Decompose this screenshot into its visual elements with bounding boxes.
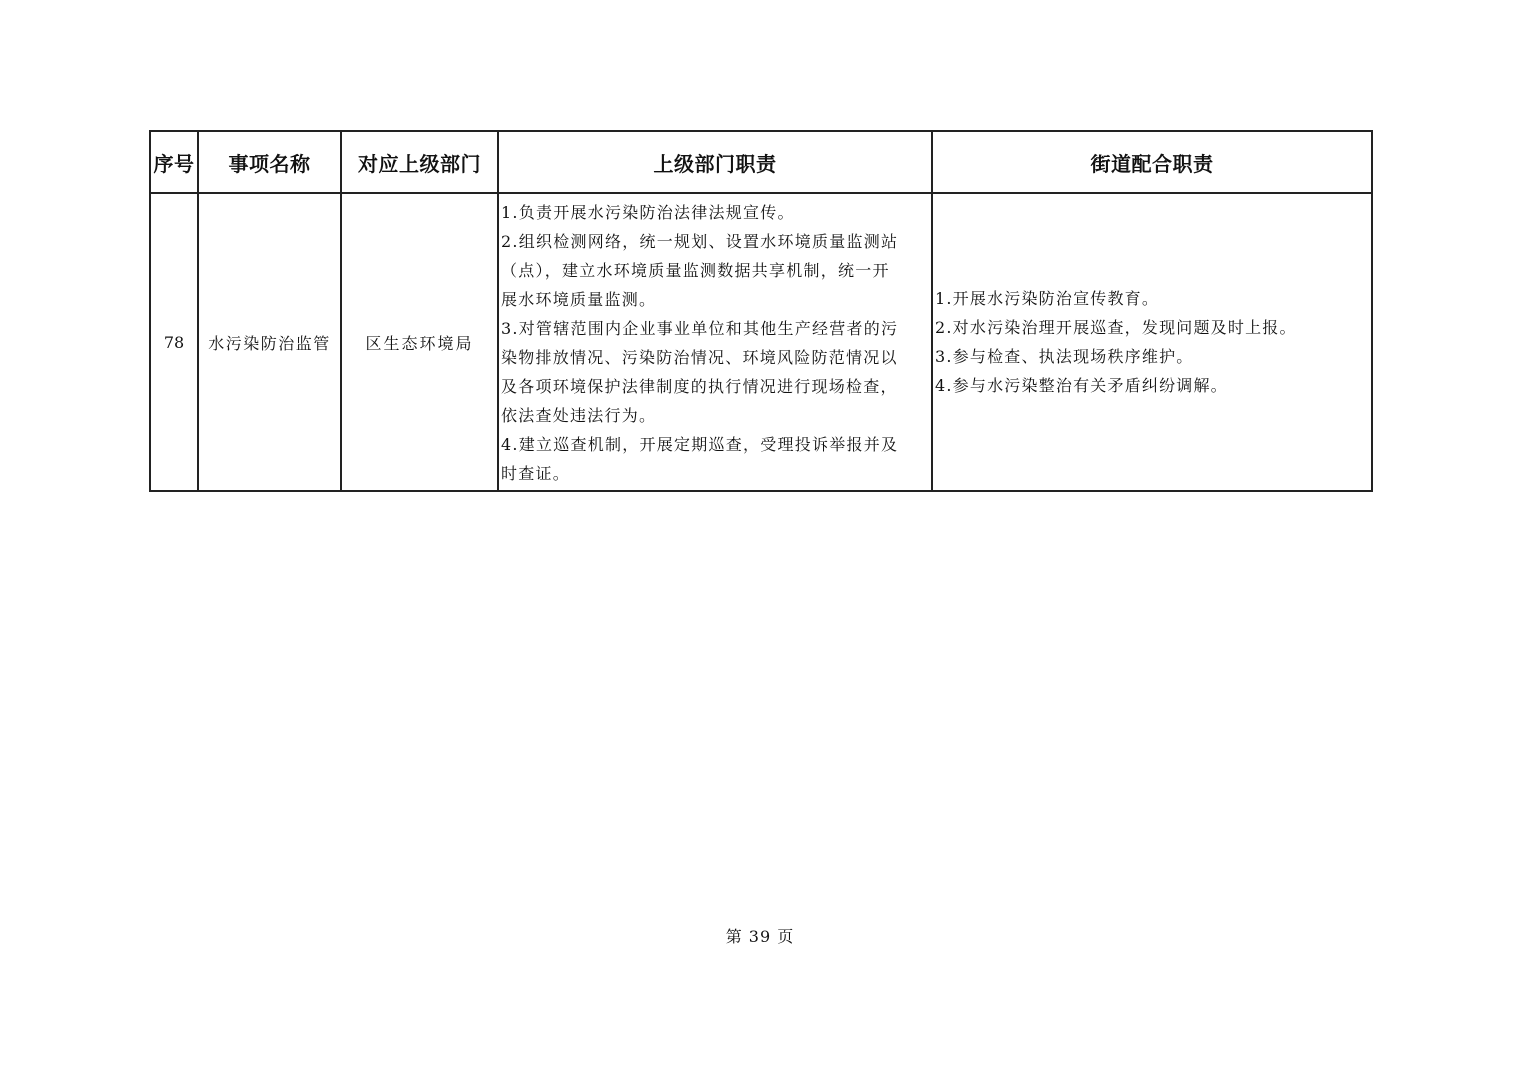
duties-line: 时查证。 [501,464,571,483]
page-number: 第 39 页 [725,927,795,946]
duties-line: 及各项环境保护法律制度的执行情况进行现场检查， [501,377,898,396]
duties-line: 4.建立巡查机制，开展定期巡查，受理投诉举报并及 [501,435,899,454]
assist-line: 1.开展水污染防治宣传教育。 [935,289,1160,308]
assist-line: 4.参与水污染整治有关矛盾纠纷调解。 [935,376,1228,395]
assist-line: 3.参与检查、执法现场秩序维护。 [935,347,1194,366]
assist-line: 2.对水污染治理开展巡查，发现问题及时上报。 [935,318,1297,337]
duties-line: 依法查处违法行为。 [501,406,657,425]
table-header [150,131,1372,193]
header-street-assist-duties: 街道配合职责 [932,131,1372,193]
duties-line: （点），建立水环境质量监测数据共享机制，统一开 [501,261,890,280]
cell-department-duties [498,193,932,491]
duties-line: 展水环境质量监测。 [501,290,657,309]
cell-seq: 78 [150,193,198,491]
duties-line: 染物排放情况、污染防治情况、环境风险防范情况以 [501,348,898,367]
cell-item-name: 水污染防治监管 [198,193,341,491]
table-body [150,193,1372,491]
header-department-duties: 上级部门职责 [498,131,932,193]
duties-line: 2.组织检测网络，统一规划、设置水环境质量监测站 [501,232,899,251]
cell-department: 区生态环境局 [341,193,498,491]
header-seq: 序号 [150,131,198,193]
responsibility-table [149,130,1373,492]
header-department: 对应上级部门 [341,131,498,193]
duties-line: 3.对管辖范围内企业事业单位和其他生产经营者的污 [501,319,899,338]
header-row [150,131,1372,193]
duties-line: 1.负责开展水污染防治法律法规宣传。 [501,203,795,222]
cell-street-assist-duties [932,193,1372,491]
table-row [150,193,1372,491]
header-item-name: 事项名称 [198,131,341,193]
